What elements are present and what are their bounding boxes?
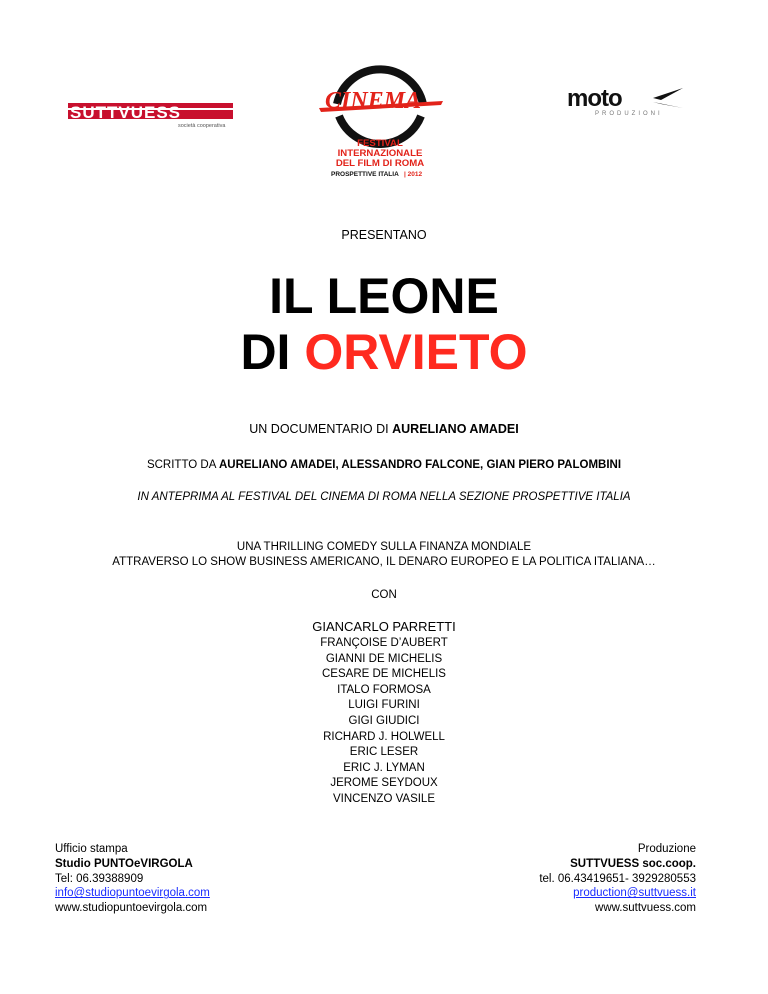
moto-logo-text: moto: [567, 86, 622, 112]
suttvuess-logo-subtext: società cooperativa: [178, 123, 226, 129]
written-credit: [0, 459, 768, 471]
press-website: www.studiopuntoevirgola.com: [55, 902, 208, 915]
festival-line-2: INTERNAZIONALE: [337, 148, 423, 159]
moto-logo: [565, 86, 685, 120]
press-email-link[interactable]: info@studiopuntoevirgola.com: [55, 887, 210, 900]
cast-member: ITALO FORMOSA: [337, 683, 431, 696]
festival-logo: [315, 64, 445, 186]
cast-member: ERIC LESER: [349, 746, 419, 759]
cast-member: FRANÇOISE D’AUBERT: [320, 637, 448, 649]
documentary-credit: [0, 422, 768, 436]
festival-year: | 2012: [404, 171, 423, 178]
written-prefix: SCRITTO DA: [146, 459, 216, 471]
festival-section: PROSPETTIVE ITALIA: [331, 171, 399, 178]
press-phone: Tel: 06.39388909: [55, 872, 144, 885]
film-title: [0, 268, 768, 380]
cast-lead: GIANCARLO PARRETTI: [312, 619, 456, 634]
production-contact: [539, 842, 696, 916]
suttvuess-logo-text: SUTTVUESS: [70, 103, 182, 122]
con-label: CON: [371, 589, 397, 601]
cast-member: VINCENZO VASILE: [332, 792, 436, 805]
cast-member: CESARE DE MICHELIS: [322, 668, 446, 681]
production-label: Produzione: [637, 843, 696, 855]
press-name: [55, 857, 210, 872]
title-prefix: DI: [240, 324, 291, 380]
documentary-prefix: UN DOCUMENTARIO DI: [249, 422, 389, 436]
production-website: www.suttvuess.com: [595, 902, 696, 915]
title-line-2: [0, 324, 768, 380]
press-office-contact: [55, 842, 210, 916]
tagline-line-2: ATTRAVERSO LO SHOW BUSINESS AMERICANO, IL DENARO EUROPEO E LA POLITICA ITALIANA…: [112, 556, 656, 568]
production-email-link[interactable]: production@suttvuess.it: [573, 887, 696, 900]
title-line-1: IL LEONE: [269, 268, 499, 324]
cast-member: ERIC J. LYMAN: [343, 761, 425, 774]
moto-logo-subtext: PRODUZIONI: [595, 111, 663, 117]
cast-member: GIANNI DE MICHELIS: [325, 652, 443, 665]
presentano-label: PRESENTANO: [341, 228, 427, 242]
title-red-word: ORVIETO: [304, 324, 528, 380]
festival-line-3: DEL FILM DI ROMA: [335, 158, 425, 169]
cast-member: RICHARD J. HOLWELL: [323, 730, 445, 743]
press-label: Ufficio stampa: [55, 843, 128, 855]
cinema-script: CINEMA: [325, 88, 422, 114]
suttvuess-logo: [68, 98, 233, 132]
press-name-text: Studio PUNTOeVIRGOLA: [55, 857, 193, 870]
premiere-note: IN ANTEPRIMA AL FESTIVAL DEL CINEMA DI ROMA NELLA SEZIONE PROSPETTIVE ITALIA: [137, 491, 631, 503]
festival-line-1: FESTIVAL: [357, 138, 403, 149]
production-name: [539, 857, 696, 872]
production-name-text: SUTTVUESS soc.coop.: [570, 857, 696, 870]
written-authors: AURELIANO AMADEI, ALESSANDRO FALCONE, GIAN PIERO PALOMBINI: [218, 459, 622, 471]
tagline-line-1: UNA THRILLING COMEDY SULLA FINANZA MONDIALE: [236, 541, 532, 553]
cast-member: JEROME SEYDOUX: [330, 777, 438, 790]
production-phone: tel. 06.43419651- 3929280553: [539, 872, 696, 885]
cast-list: [0, 617, 768, 808]
cast-member: GIGI GIUDICI: [348, 714, 420, 727]
cast-member: LUIGI FURINI: [348, 699, 420, 712]
documentary-author: AURELIANO AMADEI: [392, 422, 519, 436]
